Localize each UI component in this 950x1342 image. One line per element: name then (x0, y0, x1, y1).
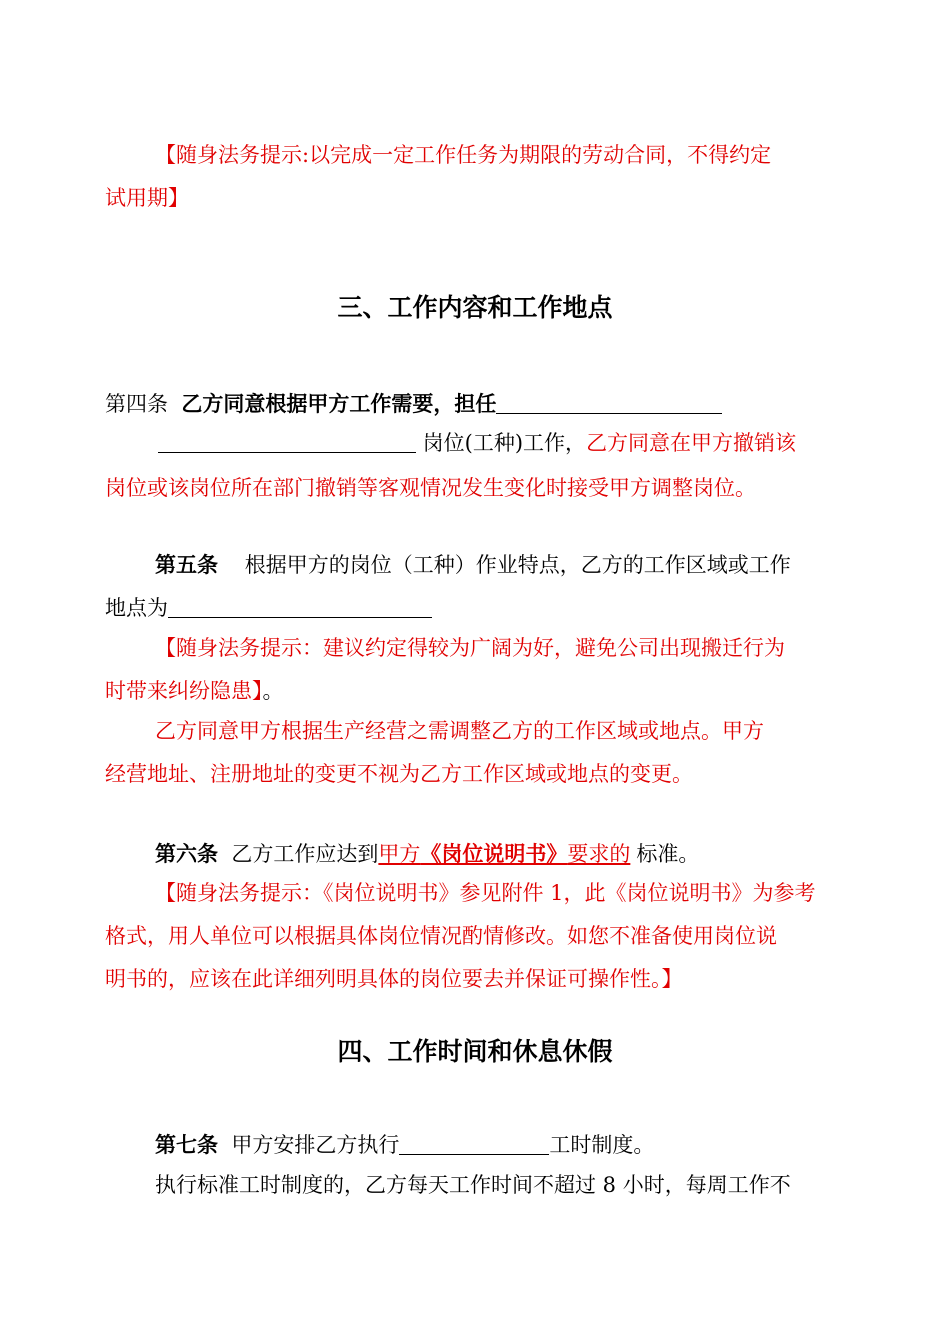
paragraph-line: 经营地址、注册地址的变更不视为乙方工作区域或地点的变更。 (105, 762, 693, 786)
article-text: 工时制度。 (549, 1133, 655, 1157)
tip-text: 时带来纠纷隐患】 (105, 679, 263, 703)
tip-line: 【随身法务提示:以完成一定工作任务为期限的劳动合同，不得约定 (155, 143, 772, 167)
article-text: 乙方同意在甲方撤销该 (586, 431, 797, 455)
fill-in-blank[interactable] (399, 1132, 549, 1155)
article-4-line-2 (158, 428, 796, 458)
article-text: 乙方同意根据甲方工作需要，担任 (181, 391, 497, 416)
section-heading: 四、工作时间和休息休假 (337, 1037, 613, 1066)
article-4-line-3: 岗位或该岗位所在部门撤销等客观情况发生变化时接受甲方调整岗位。 (105, 476, 756, 500)
article-text: 标准。 (636, 842, 700, 866)
tip-line: 明书的，应该在此详细列明具体的岗位要去并保证可操作性。】 (105, 967, 683, 991)
tip-line: 格式，用人单位可以根据具体岗位情况酌情修改。如您不准备使用岗位说 (105, 924, 777, 948)
article-4-line-1 (105, 389, 722, 419)
article-7-line-1 (155, 1130, 654, 1160)
article-text: 甲方安排乙方执行 (231, 1133, 400, 1157)
article-link-text: 要求的 (567, 842, 631, 866)
tip-line: 【随身法务提示：《岗位说明书》参见附件 1，此《岗位说明书》为参考 (155, 881, 816, 905)
article-text: 乙方工作应达到 (231, 842, 379, 866)
article-5-line-2 (105, 593, 432, 623)
article-link-text: 《岗位说明书》 (420, 841, 568, 866)
article-6-line-1 (155, 839, 699, 869)
article-label: 第六条 (155, 841, 218, 866)
article-label: 第四条 (105, 392, 168, 416)
fill-in-blank[interactable] (158, 430, 416, 453)
tip-line: 试用期】 (105, 186, 189, 210)
tip-line: 【随身法务提示：建议约定得较为广阔为好，避免公司出现搬迁行为 (155, 636, 785, 660)
fill-in-blank[interactable] (496, 391, 722, 414)
article-label: 第五条 (155, 552, 218, 577)
article-text: 岗位(工种)工作， (416, 431, 587, 455)
paragraph-line: 乙方同意甲方根据生产经营之需调整乙方的工作区域或地点。甲方 (155, 719, 764, 743)
tip-end: 。 (262, 679, 284, 703)
tip-line (105, 676, 284, 706)
article-link-text: 甲方 (378, 842, 421, 866)
article-7-line-2: 执行标准工时制度的，乙方每天工作时间不超过 8 小时，每周工作不 (155, 1173, 791, 1197)
article-label: 第七条 (155, 1132, 218, 1157)
article-text: 根据甲方的岗位（工种）作业特点，乙方的工作区域或工作 (244, 553, 791, 577)
fill-in-blank[interactable] (168, 595, 432, 618)
article-text: 地点为 (105, 596, 168, 620)
section-heading: 三、工作内容和工作地点 (337, 293, 613, 322)
article-5-line-1 (155, 550, 791, 580)
